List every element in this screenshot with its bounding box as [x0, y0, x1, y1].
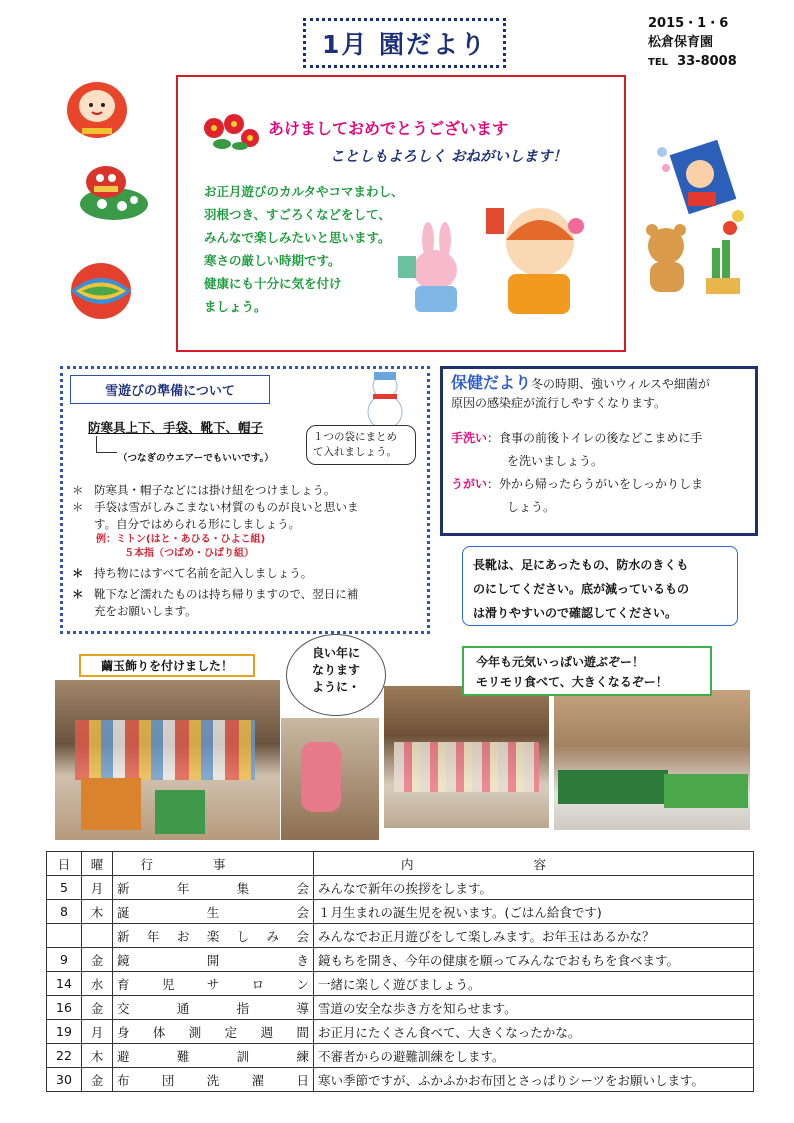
greeting-line: お正月遊びのカルタやコマまわし、 [204, 184, 404, 199]
event-char: 難 [176, 1048, 190, 1064]
handwash-text: ：食事の前後トイレの後などこまめに手 [487, 431, 703, 445]
greeting-line: 健康にも十分に気を付け [204, 276, 342, 291]
cell-description: みんなでお正月遊びをして楽しみます。お年玉はあるかな？ [314, 924, 754, 948]
event-char: 測 [188, 1024, 202, 1040]
header-info [648, 14, 737, 72]
list-item [72, 586, 422, 620]
bubble-line: ように・ [311, 680, 360, 694]
event-char: 年 [146, 928, 160, 944]
event-char: サ [206, 976, 220, 992]
table-row [47, 924, 754, 948]
example-mitten: 例：ミトン(はと・あひる・ひよこ組) [96, 534, 266, 545]
event-char: 育 [117, 976, 130, 992]
cell-event [113, 1044, 314, 1068]
event-char: 定 [224, 1024, 238, 1040]
phone-number: 33-8008 [677, 54, 737, 69]
cell-event [113, 1020, 314, 1044]
cell-description: みんなで新年の挨拶をします。 [314, 876, 754, 900]
cell-description: お正月にたくさん食べて、大きくなったかな。 [314, 1020, 754, 1044]
cell-event [113, 996, 314, 1020]
event-char: き [296, 952, 309, 968]
event-char: お [176, 928, 190, 944]
event-char: 楽 [206, 928, 220, 944]
event-char: 濯 [251, 1072, 265, 1088]
asterisk-icon: ＊ [72, 587, 84, 601]
photo-costume-dance [384, 686, 549, 828]
cell-day: 19 [47, 1020, 82, 1044]
gargle-label: うがい [451, 477, 488, 491]
cell-day: 9 [47, 948, 82, 972]
greeting-line: ましょう。 [204, 299, 267, 314]
snow-prep-list [72, 482, 422, 620]
cell-weekday: 月 [82, 876, 113, 900]
cell-description: 不審者からの避難訓練をします。 [314, 1044, 754, 1068]
genki-caption [462, 646, 712, 696]
event-name [117, 975, 309, 993]
event-char: 会 [296, 880, 309, 896]
cell-event [113, 924, 314, 948]
health-news [451, 373, 751, 519]
health-intro: 原因の感染症が流行しやすくなります。 [451, 396, 667, 410]
event-char: 身 [117, 1024, 130, 1040]
event-name [117, 879, 309, 897]
header-content: 内容 [314, 852, 754, 876]
table-row [47, 876, 754, 900]
phone-label: TEL [648, 57, 669, 68]
table-row [47, 1044, 754, 1068]
event-char: み [266, 928, 280, 944]
cell-day: 5 [47, 876, 82, 900]
item-text: 持ち物にはすべて名前を記入しましょう。 [94, 566, 313, 580]
cell-day: 30 [47, 1068, 82, 1092]
event-char: 交 [117, 1000, 130, 1016]
phone [648, 52, 737, 72]
cell-day [47, 924, 82, 948]
cell-event [113, 972, 314, 996]
asterisk-icon: ＊ [72, 483, 84, 497]
arrow-icon [96, 436, 117, 453]
shishimai-illustration [72, 160, 158, 224]
event-name [117, 1071, 309, 1089]
event-char: 集 [236, 880, 250, 896]
greeting-message [204, 180, 404, 318]
greeting-line: 寒さの厳しい時期です。 [204, 253, 341, 268]
cell-day: 22 [47, 1044, 82, 1068]
item-text: 充をお願いします。 [94, 604, 197, 618]
event-char: 体 [152, 1024, 166, 1040]
event-char: 鏡 [117, 952, 130, 968]
cell-weekday: 月 [82, 1020, 113, 1044]
daruma-illustration [62, 72, 132, 140]
table-row [47, 1068, 754, 1092]
example-five-finger: ５本指（つばめ・ひばり組） [124, 548, 254, 559]
event-char: ン [296, 976, 309, 992]
speech-bubble [306, 425, 416, 465]
cell-weekday: 木 [82, 1044, 113, 1068]
event-char: 開 [206, 952, 220, 968]
event-char: 間 [296, 1024, 309, 1040]
event-char: 会 [296, 928, 309, 944]
cell-weekday: 金 [82, 1068, 113, 1092]
event-char: 洗 [206, 1072, 220, 1088]
event-name [117, 951, 309, 969]
new-year-wish-bubble [286, 634, 386, 716]
event-char: 布 [117, 1072, 130, 1088]
cell-weekday: 木 [82, 900, 113, 924]
cell-event [113, 900, 314, 924]
cell-weekday [82, 924, 113, 948]
greeting-line: 羽根つき、すごろくなどをして、 [204, 207, 391, 222]
boots-note [462, 546, 738, 626]
header-day: 日 [47, 852, 82, 876]
handwash-text: を洗いましょう。 [507, 454, 604, 468]
event-char: 訓 [236, 1048, 250, 1064]
issue-date: 2015・1・6 [648, 16, 729, 31]
health-news-title: 保健だより [451, 373, 532, 392]
header-event: 行事 [113, 852, 314, 876]
event-char: 会 [296, 904, 309, 920]
list-item [72, 499, 422, 561]
photo-vegetable-costumes [554, 690, 750, 830]
bubble-line: １つの袋にまとめ [313, 431, 397, 443]
event-char: 指 [236, 1000, 250, 1016]
snow-prep-title: 雪遊びの準備について [105, 384, 235, 399]
event-char: 導 [296, 1000, 309, 1016]
event-char: 週 [260, 1024, 274, 1040]
bear-and-kadomatsu-illustration [640, 218, 752, 298]
school-name: 松倉保育園 [648, 35, 714, 50]
event-name [117, 1023, 309, 1041]
greeting-line: みんなで楽しみたいと思います。 [204, 230, 391, 245]
bubble-line: て入れましょう。 [313, 446, 397, 458]
event-name [117, 903, 309, 921]
bubble-line: なります [311, 663, 360, 677]
table-row [47, 1020, 754, 1044]
table-row [47, 900, 754, 924]
snowman-illustration [360, 370, 410, 432]
cell-weekday: 金 [82, 996, 113, 1020]
cell-event [113, 1068, 314, 1092]
event-char: 新 [117, 880, 130, 896]
temari-ball-illustration [66, 260, 136, 322]
event-char: 生 [206, 904, 220, 920]
list-item [72, 482, 422, 499]
boots-line: は滑りやすいので確認してください。 [473, 606, 678, 620]
title-frame [303, 18, 506, 68]
header-weekday: 曜 [82, 852, 113, 876]
cell-description: １月生まれの誕生児を祝います。(ごはん給食です) [314, 900, 754, 924]
cell-day: 8 [47, 900, 82, 924]
cell-weekday: 水 [82, 972, 113, 996]
event-char: 団 [161, 1072, 175, 1088]
cell-event [113, 948, 314, 972]
children-kimono-illustration [390, 200, 600, 320]
asterisk-icon: ＊ [72, 500, 84, 514]
item-text: 靴下など濡れたものは持ち帰りますので、翌日に補 [94, 587, 359, 601]
event-char: 練 [296, 1048, 309, 1064]
cell-event [113, 876, 314, 900]
table-row [47, 948, 754, 972]
cell-description: 雪道の安全な歩き方を知らせます。 [314, 996, 754, 1020]
event-char: 児 [161, 976, 175, 992]
kite-samurai-illustration [652, 132, 752, 232]
gear-note: （つなぎのウエアーでもいいです。） [118, 453, 274, 464]
asterisk-icon: ＊ [72, 566, 84, 580]
boots-line: 長靴は、足にあったもの、防水のきくも [473, 558, 689, 572]
health-intro: 冬の時期、強いウィルスや細菌が [531, 377, 710, 391]
bubble-line: 良い年に [311, 646, 360, 660]
boots-line: のにしてください。底が減っているもの [473, 582, 690, 596]
photo-mayudama-decoration [55, 680, 280, 840]
new-year-greeting: あけましておめでとうございます [268, 119, 509, 138]
event-char: 新 [117, 928, 130, 944]
event-char: し [236, 928, 250, 944]
required-gear: 防寒具上下、手袋、靴下、帽子 [88, 420, 264, 435]
item-text: 手袋は雪がしみこまない材質のものが良いと思いま [94, 500, 359, 514]
cell-day: 14 [47, 972, 82, 996]
item-text: す。自分ではめられる形にしましょう。 [94, 517, 301, 531]
caption-line: モリモリ食べて、大きくなるぞー！ [476, 675, 668, 689]
item-text: 防寒具・帽子などには掛け紐をつけましょう。 [94, 483, 336, 497]
camellia-flower-icon [200, 112, 264, 156]
event-char: ロ [251, 976, 265, 992]
list-item [72, 565, 422, 582]
table-row [47, 996, 754, 1020]
photo-children-play [281, 718, 379, 840]
snow-prep-heading-box [70, 375, 270, 404]
cell-description: 鏡もちを開き、今年の健康を願ってみんなでおもちを食べます。 [314, 948, 754, 972]
cell-description: 寒い季節ですが、ふかふかお布団とさっぱりシーツをお願いします。 [314, 1068, 754, 1092]
event-schedule-table [46, 851, 754, 1092]
event-name [117, 1047, 309, 1065]
event-char: 誕 [117, 904, 130, 920]
handwash-label: 手洗い [451, 431, 488, 445]
event-name [117, 999, 309, 1017]
table-row [47, 972, 754, 996]
event-name [117, 927, 309, 945]
event-char: 年 [176, 880, 190, 896]
cell-day: 16 [47, 996, 82, 1020]
gargle-text: ：外から帰ったらうがいをしっかりしま [487, 477, 704, 491]
cell-weekday: 金 [82, 948, 113, 972]
event-char: 日 [296, 1072, 309, 1088]
page-title: 1月 園だより [321, 30, 488, 59]
mayudama-caption: 繭玉飾りを付けました！ [79, 654, 255, 677]
gargle-text: しょう。 [507, 500, 556, 514]
table-header-row [47, 852, 754, 876]
event-char: 避 [117, 1048, 130, 1064]
caption-line: 今年も元気いっぱい遊ぶぞー！ [476, 655, 645, 669]
event-char: 通 [176, 1000, 190, 1016]
greeting-subline: ことしもよろしく おねがいします！ [330, 149, 568, 165]
cell-description: 一緒に楽しく遊びましょう。 [314, 972, 754, 996]
